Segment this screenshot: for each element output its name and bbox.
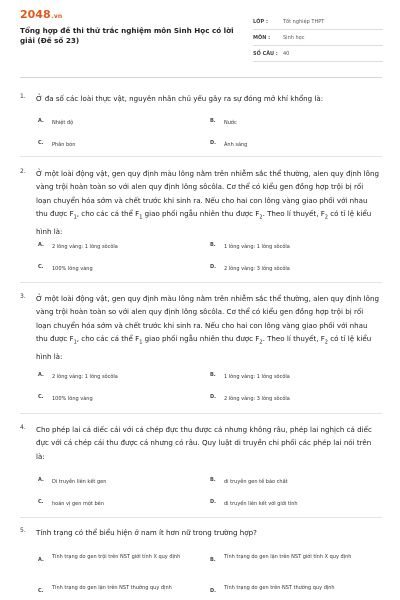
option-letter: A.: [38, 372, 44, 378]
exam-title: Tổng hợp đề thi thử trắc nghiệm môn Sinh Học có lời giải (Đề số 23): [20, 26, 234, 45]
text-part: , cho các cá thể F: [76, 209, 140, 219]
header-divider: [20, 77, 382, 78]
text-part: giao phối ngẫu nhiên thu được F: [142, 334, 260, 344]
option-text: Di truyền liên kết gen: [52, 479, 107, 485]
option-text: Phân bón: [52, 142, 76, 148]
question-divider: [20, 517, 382, 518]
option-text: Tính trạng do gen lặn trên NST giới tính X quy định: [224, 554, 352, 560]
option-a[interactable]: [38, 477, 192, 487]
question-number: 3.: [20, 293, 26, 300]
option-text: Tính trạng do gen lặn trên NST thường quy định: [52, 585, 172, 591]
option-letter: A.: [38, 242, 44, 248]
option-d[interactable]: [210, 499, 364, 509]
text-part: , cho các cá thể F: [76, 334, 140, 344]
option-letter: A.: [38, 118, 44, 124]
question-text: Ở đa số các loài thực vật, nguyên nhân chủ yếu gây ra sự đóng mở khí khổng là:: [36, 94, 324, 103]
meta-value: Tốt nghiệp THPT: [283, 18, 325, 25]
text-part: Ở một loài động vật, gen quy định màu lông nằm trên nhiễm sắc thể thường, alen quy định lông vàng trội hoàn toàn so với alen quy định lông sôcôla. Cơ thể có kiểu gen đồng hợp trội bị rối loạn chuyển hóa sớm và chết trước khi sinh ra. Nếu cho hai con lông vàng giao phối với nhau thu được F: [36, 294, 379, 344]
option-text: 2 lông vàng: 1 lông sôcôla: [52, 374, 118, 380]
option-text: Tính trạng do gen trội trên NST giới tính X quy định: [52, 554, 181, 560]
option-c[interactable]: [38, 394, 192, 404]
option-text: hoán vị gen một bên: [52, 501, 104, 507]
option-text: Nhiệt độ: [52, 120, 74, 126]
option-letter: B.: [210, 242, 216, 248]
exam-meta-table: [253, 14, 383, 62]
option-text: Tính trạng do gen trên NST thường quy định: [224, 585, 335, 591]
option-text: di truyền liên kết với giới tính: [224, 501, 298, 507]
option-text: Ánh sáng: [224, 142, 248, 148]
option-d[interactable]: [210, 394, 364, 404]
option-text: 1 lông vàng: 1 lông sôcôla: [224, 244, 290, 250]
option-text: 2 lông vàng: 3 lông sôcôla: [224, 266, 290, 272]
option-letter: B.: [210, 557, 216, 563]
text-part: có tỉ lệ kiểu hình là:: [36, 209, 372, 237]
subscript: 2: [259, 214, 263, 221]
subscript: 2: [324, 339, 328, 346]
option-text: 1 lông vàng: 1 lông sôcôla: [224, 374, 290, 380]
subscript: 1: [139, 214, 143, 221]
question-divider: [20, 282, 382, 283]
option-b[interactable]: [210, 372, 364, 382]
logo-text: 2048: [20, 8, 51, 21]
text-part: . Theo lí thuyết, F: [262, 334, 325, 344]
option-letter: C.: [38, 588, 44, 594]
option-letter: C.: [38, 264, 44, 270]
option-text: 2 lông vàng: 3 lông sôcôla: [224, 396, 290, 402]
meta-row-subject: [253, 30, 383, 46]
option-d[interactable]: [210, 264, 364, 274]
question-divider: [20, 413, 382, 414]
option-b[interactable]: [210, 477, 364, 487]
option-c[interactable]: [38, 499, 192, 509]
option-letter: B.: [210, 118, 216, 124]
subscript: 1: [73, 339, 77, 346]
subscript: 1: [73, 214, 77, 221]
text-part: giao phối ngẫu nhiên thu được F: [142, 209, 260, 219]
option-letter: C.: [38, 140, 44, 146]
text-part: . Theo lí thuyết, F: [262, 209, 325, 219]
subscript: 2: [324, 214, 328, 221]
question-number: 2.: [20, 168, 26, 175]
text-part: Ở một loài động vật, gen quy định màu lông nằm trên nhiễm sắc thể thường, alen quy định lông vàng trội hoàn toàn so với alen quy định lông sôcôla. Cơ thể có kiểu gen đồng hợp trội bị rối loạn chuyển hóa sớm và chết trước khi sinh ra. Nếu cho hai con lông vàng giao phối với nhau thu được F: [36, 169, 379, 219]
option-a[interactable]: [38, 118, 192, 128]
option-b[interactable]: [210, 552, 364, 563]
question-text: [36, 167, 380, 238]
question-number: 5.: [20, 527, 26, 534]
question-text: Cho phép lai cá diếc cái với cá chép đực thu được cá nhưng không râu, phép lai nghịch cá diếc đực với cá chép cái thu được cá nhưng có râu. Quy luật di truyền chi phối các phép lai nói trên là:: [36, 425, 372, 461]
meta-row-question-count: [253, 46, 383, 62]
text-part: có tỉ lệ kiểu hình là:: [36, 334, 372, 362]
document-header: [0, 0, 400, 80]
option-letter: D.: [210, 264, 217, 270]
option-letter: A.: [38, 477, 44, 483]
option-letter: D.: [210, 394, 217, 400]
option-letter: B.: [210, 477, 216, 483]
option-letter: D.: [210, 588, 217, 594]
option-letter: D.: [210, 140, 217, 146]
meta-key: MÔN :: [253, 34, 271, 41]
option-c[interactable]: [38, 583, 192, 594]
meta-value: 40: [283, 50, 290, 57]
option-b[interactable]: [210, 118, 364, 128]
option-a[interactable]: [38, 552, 192, 563]
question-text: [36, 292, 380, 363]
subscript: 1: [139, 339, 143, 346]
option-letter: D.: [210, 499, 217, 505]
option-d[interactable]: [210, 140, 364, 150]
option-c[interactable]: [38, 264, 192, 274]
option-letter: A.: [38, 557, 44, 563]
subscript: 2: [259, 339, 263, 346]
option-b[interactable]: [210, 242, 364, 252]
meta-key: LỚP :: [253, 18, 268, 25]
meta-key: SỐ CÂU :: [253, 50, 278, 57]
option-text: Nước: [224, 120, 237, 126]
question-number: 4.: [20, 424, 26, 431]
option-letter: C.: [38, 499, 44, 505]
option-text: 100% lông vàng: [52, 266, 93, 272]
option-letter: B.: [210, 372, 216, 378]
meta-row-class: [253, 14, 383, 30]
option-a[interactable]: [38, 372, 192, 382]
meta-value: Sinh học: [283, 34, 305, 41]
option-text: 2 lông vàng: 1 lông sôcôla: [52, 244, 118, 250]
option-text: 100% lông vàng: [52, 396, 93, 402]
option-letter: C.: [38, 394, 44, 400]
option-c[interactable]: [38, 140, 192, 150]
question-number: 1.: [20, 93, 26, 100]
logo-suffix: .vn: [51, 13, 63, 20]
option-a[interactable]: [38, 242, 192, 252]
option-text: di truyền gen tế bào chất: [224, 479, 288, 485]
site-logo[interactable]: [20, 8, 62, 21]
option-d[interactable]: [210, 583, 364, 594]
question-divider: [20, 156, 382, 157]
question-text: Tính trạng có thể biểu hiện ở nam ít hơn nữ trong trường hợp?: [36, 528, 257, 537]
